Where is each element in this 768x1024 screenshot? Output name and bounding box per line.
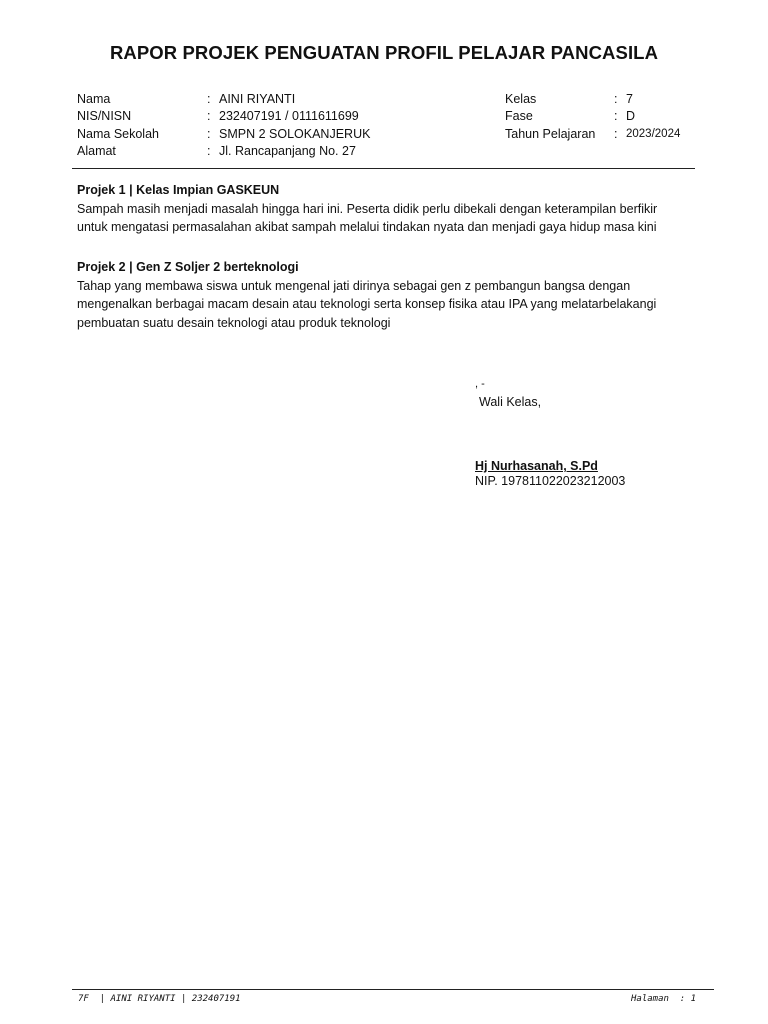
footer-page-number: Halaman : 1	[631, 994, 697, 1004]
student-info	[77, 91, 370, 160]
report-title: RAPOR PROJEK PENGUATAN PROFIL PELAJAR PANCASILA	[109, 42, 659, 63]
info-value: AINI RIYANTI	[219, 92, 296, 106]
info-separator: :	[207, 109, 211, 124]
info-separator: :	[614, 92, 618, 106]
footer-divider	[72, 989, 714, 990]
project-name: Kelas Impian GASKEUN	[136, 183, 280, 197]
project-heading	[77, 258, 697, 277]
footer-student-info: 7F | AINI RIYANTI | 232407191	[78, 994, 241, 1004]
info-row-nama	[77, 91, 370, 108]
info-value: Jl. Rancapanjang No. 27	[219, 143, 356, 158]
info-value: SMPN 2 SOLOKANJERUK	[219, 126, 371, 141]
info-separator: :	[614, 126, 618, 141]
class-info	[505, 91, 680, 143]
info-separator: :	[207, 143, 211, 158]
project-description-line: Tahap yang membawa siswa untuk mengenal jati dirinya sebagai gen z pembangun bangsa dengan	[77, 278, 631, 293]
info-separator: :	[614, 109, 618, 124]
info-row-address	[77, 143, 370, 160]
info-row-year	[505, 126, 680, 143]
info-label: NIS/NISN	[77, 109, 132, 124]
info-value: 2023/2024	[626, 127, 681, 140]
info-row-kelas	[505, 91, 680, 108]
project-number: Projek 1	[77, 183, 126, 197]
project-heading	[77, 181, 697, 200]
project-name: Gen Z Soljer 2 berteknologi	[136, 260, 299, 274]
info-row-school	[77, 126, 370, 143]
project-divider: |	[129, 183, 133, 197]
project-description-line: mengenalkan berbagai macam desain atau teknologi serta konsep fisika atau IPA yang melatarbelakangi	[77, 297, 657, 311]
info-label: Nama Sekolah	[77, 126, 159, 141]
project-description-line: pembuatan suatu desain teknologi atau produk teknologi	[77, 315, 391, 330]
project-divider: |	[129, 260, 133, 274]
info-value: D	[626, 109, 636, 124]
info-separator: :	[207, 92, 211, 106]
signature-role: Wali Kelas,	[479, 395, 542, 409]
project-description-line: Sampah masih menjadi masalah hingga hari ini. Peserta didik perlu dibekali dengan keterampilan berfikir	[77, 201, 658, 216]
info-value: 232407191 / 0111611699	[219, 109, 359, 124]
info-label: Kelas	[505, 92, 537, 106]
header-divider	[72, 168, 695, 169]
info-separator: :	[207, 126, 211, 141]
project-number: Projek 2	[77, 260, 126, 274]
info-label: Fase	[505, 109, 533, 124]
signature-place-date: , -	[475, 378, 485, 390]
info-label: Tahun Pelajaran	[505, 126, 596, 141]
teacher-nip: NIP. 197811022023212003	[475, 474, 626, 488]
teacher-name: Hj Nurhasanah, S.Pd	[475, 459, 598, 473]
project-1	[77, 181, 697, 237]
info-row-nis	[77, 108, 370, 125]
info-row-fase	[505, 108, 680, 125]
project-description-line: untuk mengatasi permasalahan akibat sampah melalui tindakan nyata dan menjadi gaya hidup masa kini	[77, 220, 657, 234]
project-2	[77, 258, 697, 332]
info-value: 7	[626, 92, 633, 106]
info-label: Nama	[77, 92, 111, 106]
info-label: Alamat	[77, 143, 116, 158]
